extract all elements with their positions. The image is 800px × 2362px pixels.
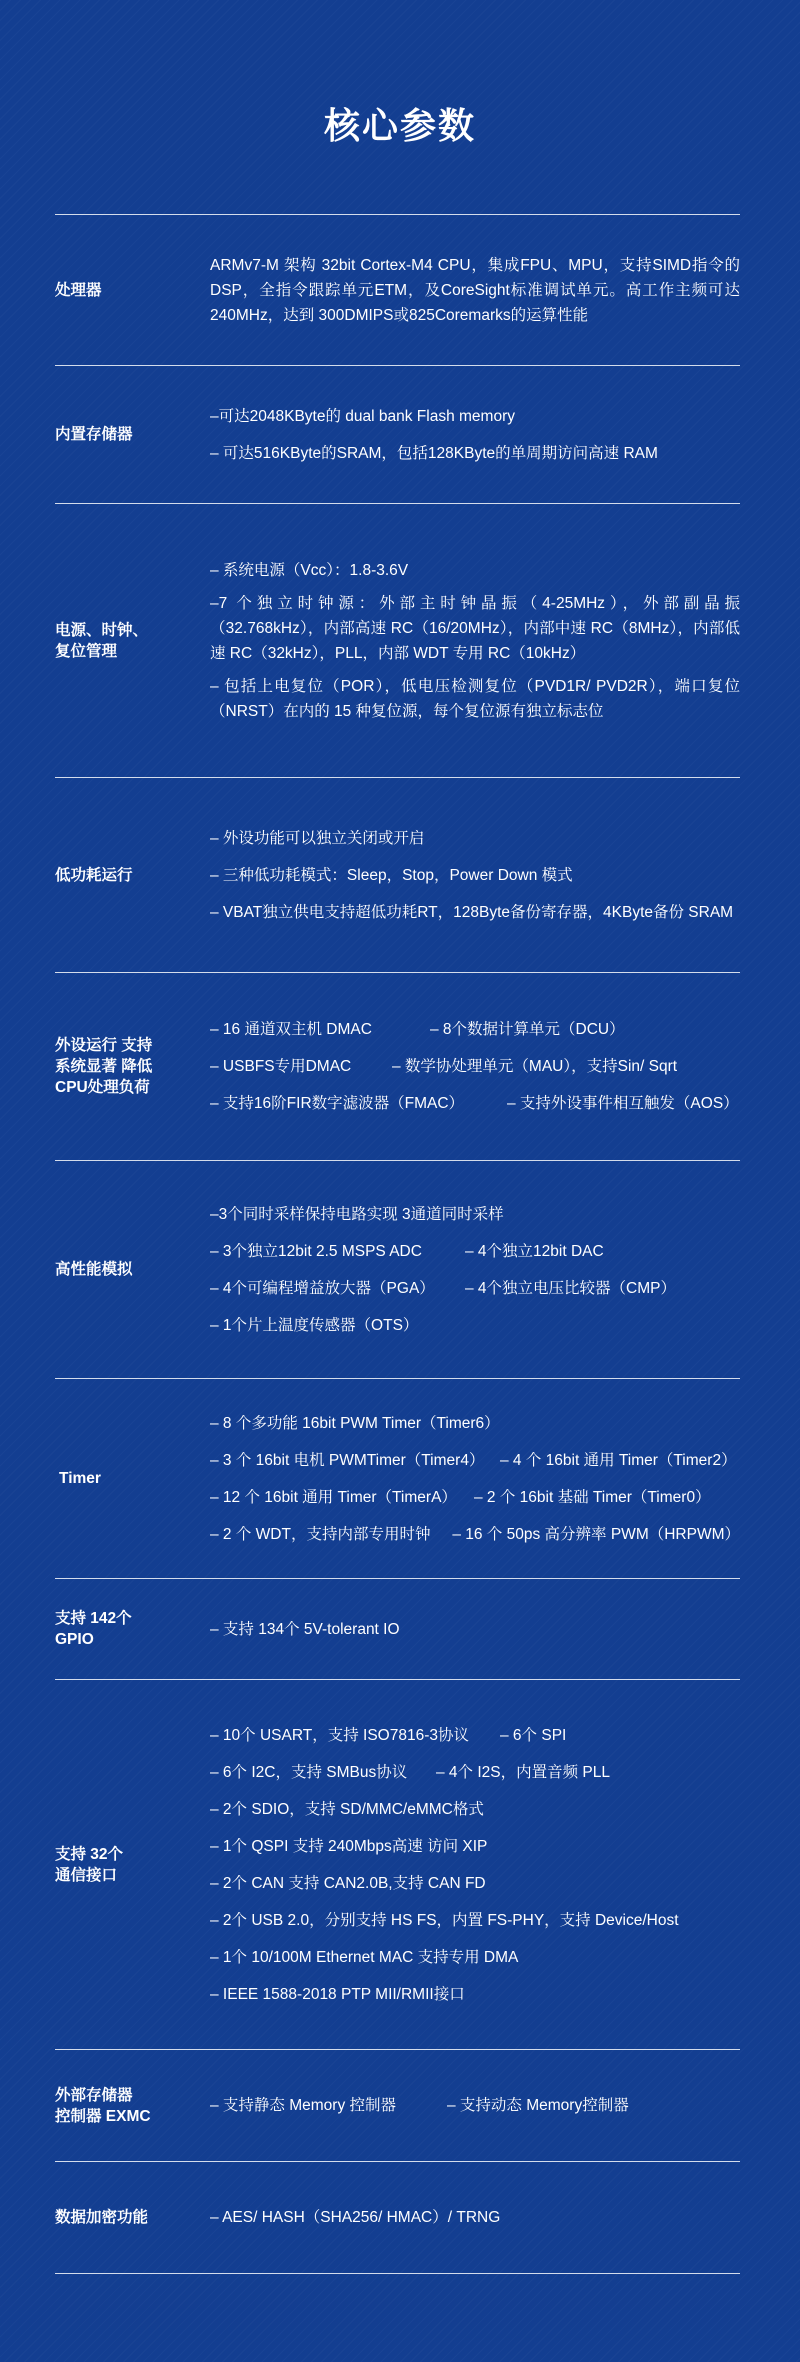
spec-line-pair <box>210 1054 740 1079</box>
spec-line-pair <box>210 1982 740 2007</box>
spec-line-pair <box>210 1448 740 1473</box>
spec-row-timer <box>55 1379 740 1578</box>
spec-row-communication <box>55 1680 740 2049</box>
spec-row-low-power <box>55 778 740 972</box>
spec-line-left: – 16 通道双主机 DMAC <box>210 1021 372 1038</box>
spec-content-timer <box>210 1379 740 1578</box>
spec-line-right: – 4个 I2S，内置音频 PLL <box>436 1763 611 1781</box>
spec-line-right: – 数学协处理单元（MAU），支持Sin/ Sqrt <box>392 1058 678 1075</box>
spec-content-encryption <box>210 2162 740 2273</box>
spec-line-left: – 2个 USB 2.0，分别支持 HS FS，内置 FS-PHY，支持 Device/Host <box>210 1911 679 1929</box>
spec-paragraph: ARMv7-M 架构 32bit Cortex-M4 CPU，集成FPU、MPU，支持SIMD指令的DSP，全指令跟踪单元ETM，及CoreSight标准调试单元。高工作主频可达 240MHz，达到 300DMIPS或825Coremarks的运算性能 <box>210 256 740 324</box>
spec-line-pair <box>210 2093 740 2118</box>
spec-line-pair <box>210 1760 740 1785</box>
spec-line-left: – 1个 QSPI 支持 240Mbps高速 访问 XIP <box>210 1837 488 1855</box>
spec-line-pair <box>210 1834 740 1859</box>
spec-content-processor <box>210 215 740 365</box>
spec-line-right: – 2 个 16bit 基础 Timer（Timer0） <box>474 1488 711 1506</box>
spec-line-pair <box>210 1797 740 1822</box>
spec-line: – AES/ HASH（SHA256/ HMAC）/ TRNG <box>210 2209 501 2226</box>
spec-line-right: – 8个数据计算单元（DCU） <box>430 1021 625 1038</box>
spec-row-processor <box>55 215 740 365</box>
spec-line-pair <box>210 1411 740 1436</box>
spec-line-left: – 3 个 16bit 电机 PWMTimer（Timer4） <box>210 1451 485 1469</box>
spec-line-left: – 支持16阶FIR数字滤波器（FMAC） <box>210 1095 465 1112</box>
divider <box>55 2273 740 2274</box>
spec-row-gpio <box>55 1579 740 1679</box>
spec-line-right: – 16 个 50ps 高分辨率 PWM（HRPWM） <box>452 1525 740 1543</box>
spec-line: – 三种低功耗模式：Sleep，Stop，Power Down 模式 <box>210 866 573 884</box>
spec-line-pair <box>210 1522 740 1547</box>
spec-paragraph: – 系统电源（Vcc）：1.8-3.6V <box>210 561 409 579</box>
spec-line-right: – 6个 SPI <box>500 1726 567 1744</box>
spec-line-left: – 1个 10/100M Ethernet MAC 支持专用 DMA <box>210 1948 519 1966</box>
spec-label-communication: 支持 32个 通信接口 <box>55 1845 124 1884</box>
spec-label-analog: 高性能模拟 <box>55 1261 133 1278</box>
spec-label-encryption: 数据加密功能 <box>55 2209 149 2226</box>
spec-label-peripherals: 外设运行 支持 系统显著 降低 CPU处理负荷 <box>55 1037 153 1096</box>
spec-content-low-power <box>210 778 740 972</box>
spec-line-left: – 8 个多功能 16bit PWM Timer（Timer6） <box>210 1414 500 1432</box>
spec-row-encryption <box>55 2162 740 2273</box>
page-title: 核心参数 <box>323 105 476 146</box>
spec-paragraph: – 包括上电复位（POR），低电压检测复位（PVD1R/ PVD2R），端口复位（NRST）在内的 15 种复位源，每个复位源有独立标志位 <box>210 677 740 720</box>
spec-line-left: – 2个 SDIO，支持 SD/MMC/eMMC格式 <box>210 1800 484 1818</box>
spec-line-pair <box>210 1871 740 1896</box>
spec-content-communication <box>210 1680 740 2049</box>
spec-line-pair <box>210 1485 740 1510</box>
spec-label-processor: 处理器 <box>55 281 102 299</box>
spec-paragraph: –7 个独立时钟源：外部主时钟晶振（4-25MHz），外部副晶振（32.768kHz），内部高速 RC（16/20MHz），内部中速 RC（8MHz），内部低速 RC（32kHz），PLL，内部 WDT 专用 RC（10kHz） <box>210 594 740 662</box>
spec-label-gpio: 支持 142个 GPIO <box>55 1610 132 1648</box>
spec-line-pair <box>210 1276 740 1301</box>
spec-line-pair <box>210 1091 740 1116</box>
spec-label-low-power: 低功耗运行 <box>55 866 133 884</box>
spec-line-right: – 4个独立12bit DAC <box>465 1242 604 1260</box>
spec-line-pair <box>210 1313 740 1338</box>
spec-line: – 外设功能可以独立关闭或开启 <box>210 829 425 847</box>
spec-line-left: – 2个 CAN 支持 CAN2.0B,支持 CAN FD <box>210 1874 486 1892</box>
spec-line-left: – 3个独立12bit 2.5 MSPS ADC <box>210 1242 422 1260</box>
spec-line: – 可达516KByte的SRAM，包括128KByte的单周期访问高速 RAM <box>210 444 658 462</box>
spec-line: –可达2048KByte的 dual bank Flash memory <box>210 407 515 425</box>
spec-line: – VBAT独立供电支持超低功耗RT，128Byte备份寄存器，4KByte备份 SRAM <box>210 903 734 921</box>
spec-line-left: – 支持静态 Memory 控制器 <box>210 2097 397 2114</box>
spec-line-left: – USBFS专用DMAC <box>210 1058 352 1075</box>
spec-content-exmc <box>210 2050 740 2161</box>
spec-row-analog <box>55 1161 740 1378</box>
spec-line-pair <box>210 1017 740 1042</box>
spec-line-right: – 4 个 16bit 通用 Timer（Timer2） <box>500 1451 737 1469</box>
spec-line-right: – 支持动态 Memory控制器 <box>447 2097 629 2114</box>
spec-content-peripherals <box>210 973 740 1160</box>
spec-line-pair <box>210 1723 740 1748</box>
spec-line-pair <box>210 1945 740 1970</box>
spec-line-right: – 4个独立电压比较器（CMP） <box>465 1279 676 1297</box>
spec-line-left: – 2 个 WDT，支持内部专用时钟 <box>210 1525 431 1543</box>
spec-line-left: –3个同时采样保持电路实现 3通道同时采样 <box>210 1205 504 1223</box>
spec-line-pair <box>210 1239 740 1264</box>
spec-line-left: – 1个片上温度传感器（OTS） <box>210 1316 419 1334</box>
spec-row-power-clock-reset <box>55 504 740 777</box>
spec-line-left: – IEEE 1588-2018 PTP MII/RMII接口 <box>210 1985 465 2003</box>
spec-label-power-clock-reset: 电源、时钟、 复位管理 <box>55 621 149 660</box>
spec-line-left: – 4个可编程增益放大器（PGA） <box>210 1279 435 1297</box>
spec-label-exmc: 外部存储器 控制器 EXMC <box>55 2086 151 2125</box>
spec-label-timer: Timer <box>59 1470 101 1487</box>
spec-row-memory <box>55 366 740 503</box>
spec-content-analog <box>210 1161 740 1378</box>
spec-line-left: – 12 个 16bit 通用 Timer（TimerA） <box>210 1488 457 1506</box>
spec-content-gpio <box>210 1579 740 1679</box>
spec-content-power-clock-reset <box>210 504 740 777</box>
spec-content-memory <box>210 366 740 503</box>
spec-line-left: – 6个 I2C，支持 SMBus协议 <box>210 1763 408 1781</box>
spec-row-peripherals <box>55 973 740 1160</box>
spec-line-pair <box>210 1908 740 1933</box>
spec-line: – 支持 134个 5V-tolerant IO <box>210 1620 400 1638</box>
spec-line-left: – 10个 USART，支持 ISO7816-3协议 <box>210 1726 469 1744</box>
spec-row-exmc <box>55 2050 740 2161</box>
spec-line-right: – 支持外设事件相互触发（AOS） <box>507 1095 739 1112</box>
spec-line-pair <box>210 1202 740 1227</box>
spec-label-memory: 内置存储器 <box>55 426 133 443</box>
